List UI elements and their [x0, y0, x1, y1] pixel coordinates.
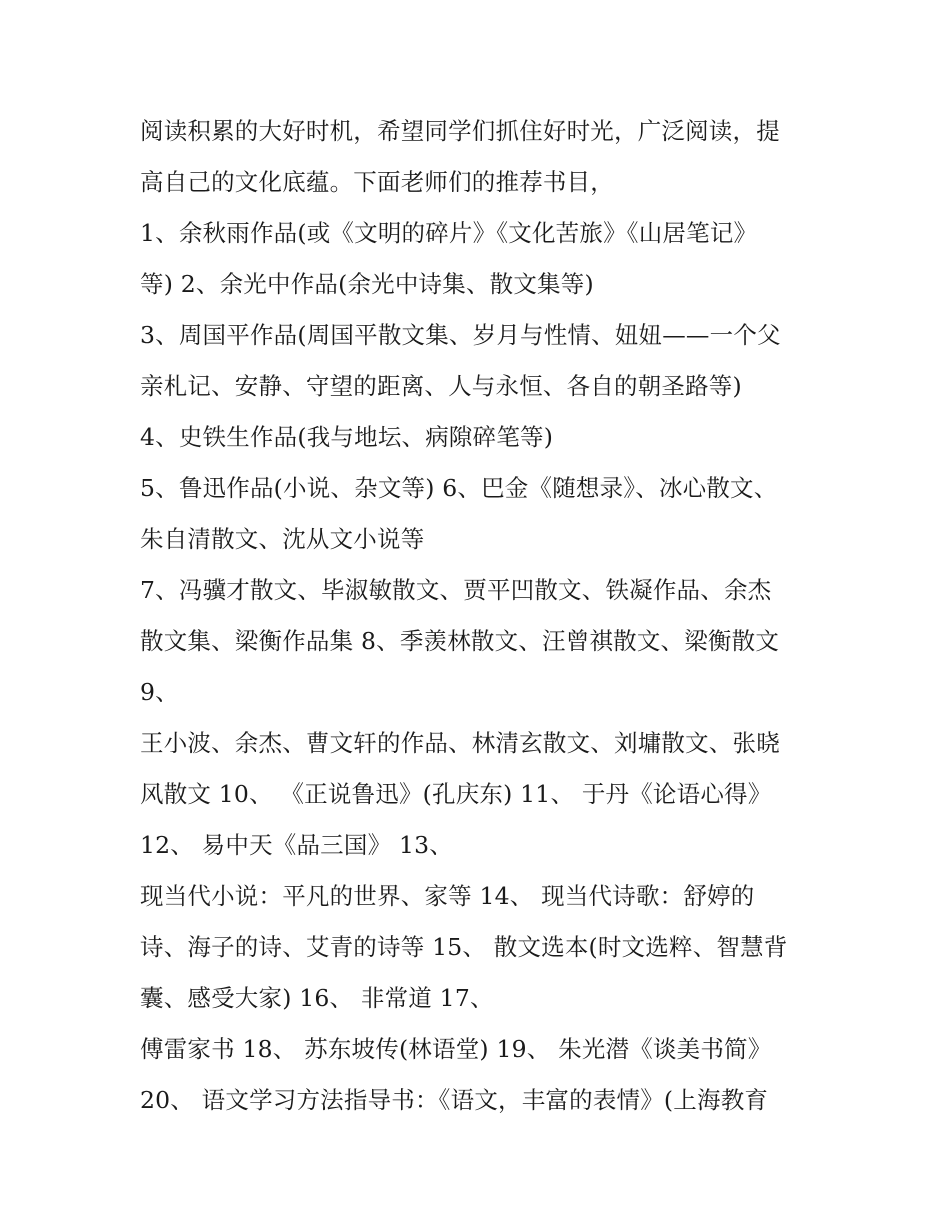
text-line: 朱自清散文、沈从文小说等 — [140, 525, 425, 553]
text-line: 王小波、余杰、曹文轩的作品、林清玄散文、刘墉散文、张晓 — [140, 729, 780, 757]
text-line: 9、 — [140, 678, 179, 706]
text-line: 等) 2、余光中作品(余光中诗集、散文集等) — [140, 270, 594, 298]
text-line: 5、鲁迅作品(小说、杂文等) 6、巴金《随想录》、冰心散文、 — [140, 474, 778, 502]
text-line: 散文集、梁衡作品集 8、季羡林散文、汪曾祺散文、梁衡散文 — [140, 627, 780, 655]
text-line: 亲札记、安静、守望的距离、人与永恒、各自的朝圣路等) — [140, 372, 742, 400]
body-text — [140, 106, 830, 1126]
text-line: 4、史铁生作品(我与地坛、病隙碎笔等) — [140, 423, 554, 451]
text-line: 20、 语文学习方法指导书：《语文，丰富的表情》(上海教育 — [140, 1086, 769, 1114]
text-line: 3、周国平作品(周国平散文集、岁月与性情、妞妞——一个父 — [140, 321, 781, 349]
text-line: 诗、海子的诗、艾青的诗等 15、 散文选本(时文选粹、智慧背 — [140, 933, 788, 961]
text-line: 1、余秋雨作品(或《文明的碎片》《文化苦旅》《山居笔记》 — [140, 219, 758, 247]
text-line: 风散文 10、 《正说鲁迅》(孔庆东) 11、 于丹《论语心得》 — [140, 780, 772, 808]
text-line: 现当代小说：平凡的世界、家等 14、 现当代诗歌：舒婷的 — [140, 882, 755, 910]
text-line: 12、 易中天《品三国》 13、 — [140, 831, 453, 859]
text-line: 傅雷家书 18、 苏东坡传(林语堂) 19、 朱光潜《谈美书简》 — [140, 1035, 772, 1063]
text-line: 阅读积累的大好时机，希望同学们抓住好时光，广泛阅读，提 — [140, 117, 780, 145]
text-line: 囊、感受大家) 16、 非常道 17、 — [140, 984, 494, 1012]
text-line: 7、冯骥才散文、毕淑敏散文、贾平凹散文、铁凝作品、余杰 — [140, 576, 772, 604]
text-line: 高自己的文化底蕴。下面老师们的推荐书目， — [140, 168, 614, 196]
